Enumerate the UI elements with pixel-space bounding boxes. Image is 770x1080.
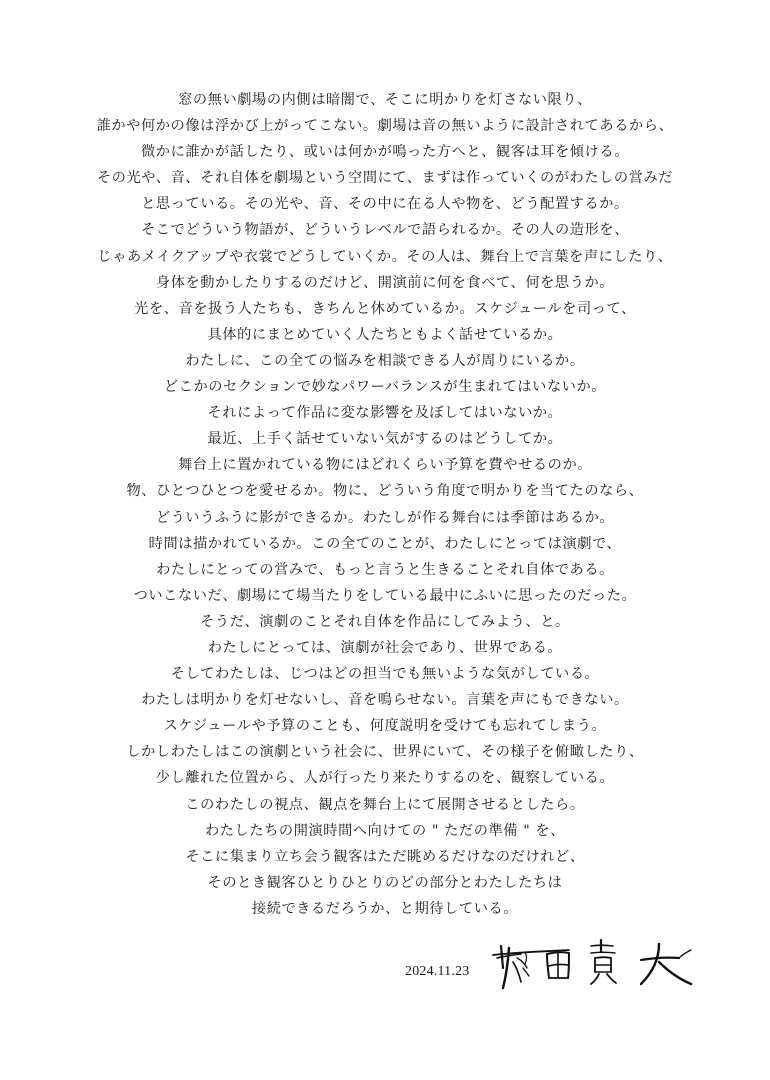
letter-line: 物、ひとつひとつを愛せるか。物に、どういう角度で明かりを当てたのなら、 <box>126 483 644 500</box>
letter-line: わたしたちの開演時間へ向けての " ただの準備 " を、 <box>204 822 566 839</box>
letter-line: 最近、上手く話せていない気がするのはどうしてか。 <box>207 431 563 448</box>
signoff-date: 2024.11.23 <box>405 964 470 979</box>
letter-line: 具体的にまとめていく人たちともよく話せているか。 <box>207 326 563 343</box>
letter-line: このわたしの視点、観点を舞台上にて展開させるとしたら。 <box>185 796 585 813</box>
letter-line: 光を、音を扱う人たちも、きちんと休めているか。スケジュールを司って、 <box>134 300 636 317</box>
letter-line: わたしにとっての営みで、もっと言うと生きることそれ自体である。 <box>156 561 614 578</box>
letter-line: 時間は描かれているか。この全てのことが、わたしにとっては演劇で、 <box>148 535 622 552</box>
letter-line: わたしに、この全ての悩みを相談できる人が周りにいるか。 <box>185 352 585 369</box>
letter-line: そうだ、演劇のことそれ自体を作品にしてみよう、と。 <box>200 613 570 630</box>
letter-line: 少し離れた位置から、人が行ったり来たりするのを、観察している。 <box>155 770 615 787</box>
letter-line: しかしわたしはこの演劇という社会に、世界にいて、その様子を俯瞰したり、 <box>126 744 644 761</box>
letter-line: そこでどういう物語が、どういうレベルで語られるか。その人の造形を、 <box>141 222 629 239</box>
letter-line: 微かに誰かが話したり、或いは何かが鳴った方へと、観客は耳を傾ける。 <box>141 144 629 161</box>
letter-line: と思っている。その光や、音、その中に在る人や物を、どう配置するか。 <box>141 196 629 213</box>
letter-line: 誰かや何かの像は浮かび上がってこない。劇場は音の無いように設計されてあるから、 <box>96 118 674 135</box>
handwritten-signature <box>491 938 701 990</box>
letter-line: スケジュールや予算のことも、何度説明を受けても忘れてしまう。 <box>163 718 607 735</box>
letter-line: 窓の無い劇場の内側は暗闇で、そこに明かりを灯さない限り、 <box>178 92 592 108</box>
letter-line: そのとき観客ひとりひとりのどの部分とわたしたちは <box>207 874 563 891</box>
letter-line: そこに集まり立ち会う観客はただ眺めるだけなのだけれど、 <box>185 848 585 865</box>
letter-line: そしてわたしは、じつはどの担当でも無いような気がしている。 <box>170 666 600 683</box>
letter-line: その光や、音、それ自体を劇場という空間にて、まずは作っていくのがわたしの営みだ <box>96 170 674 187</box>
letter-line: どこかのセクションで妙なパワーバランスが生まれてはいないか。 <box>163 379 607 396</box>
letter-line: それによって作品に変な影響を及ぼしてはいないか。 <box>207 405 563 422</box>
letter-body <box>0 87 770 922</box>
letter-line: どういうふうに影ができるか。わたしが作る舞台には季節はあるか。 <box>155 509 615 526</box>
letter-line: 接続できるだろうか、と期待している。 <box>251 900 519 917</box>
letter-line: ついこないだ、劇場にて場当たりをしている最中にふいに思ったのだった。 <box>133 587 637 604</box>
letter-line: 身体を動かしたりするのだけど、開演前に何を食べて、何を思うか。 <box>155 274 615 291</box>
letter-line: わたしにとっては、演劇が社会であり、世界である。 <box>207 639 563 656</box>
letter-line: 舞台上に置かれている物にはどれくらい予算を費やせるのか。 <box>177 457 593 474</box>
letter-line: じゃあメイクアップや衣裳でどうしていくか。その人は、舞台上で言葉を声にしたり、 <box>97 248 673 265</box>
signoff <box>405 938 705 998</box>
letter-line: わたしは明かりを灯せないし、音を鳴らせない。言葉を声にもできない。 <box>141 692 629 709</box>
